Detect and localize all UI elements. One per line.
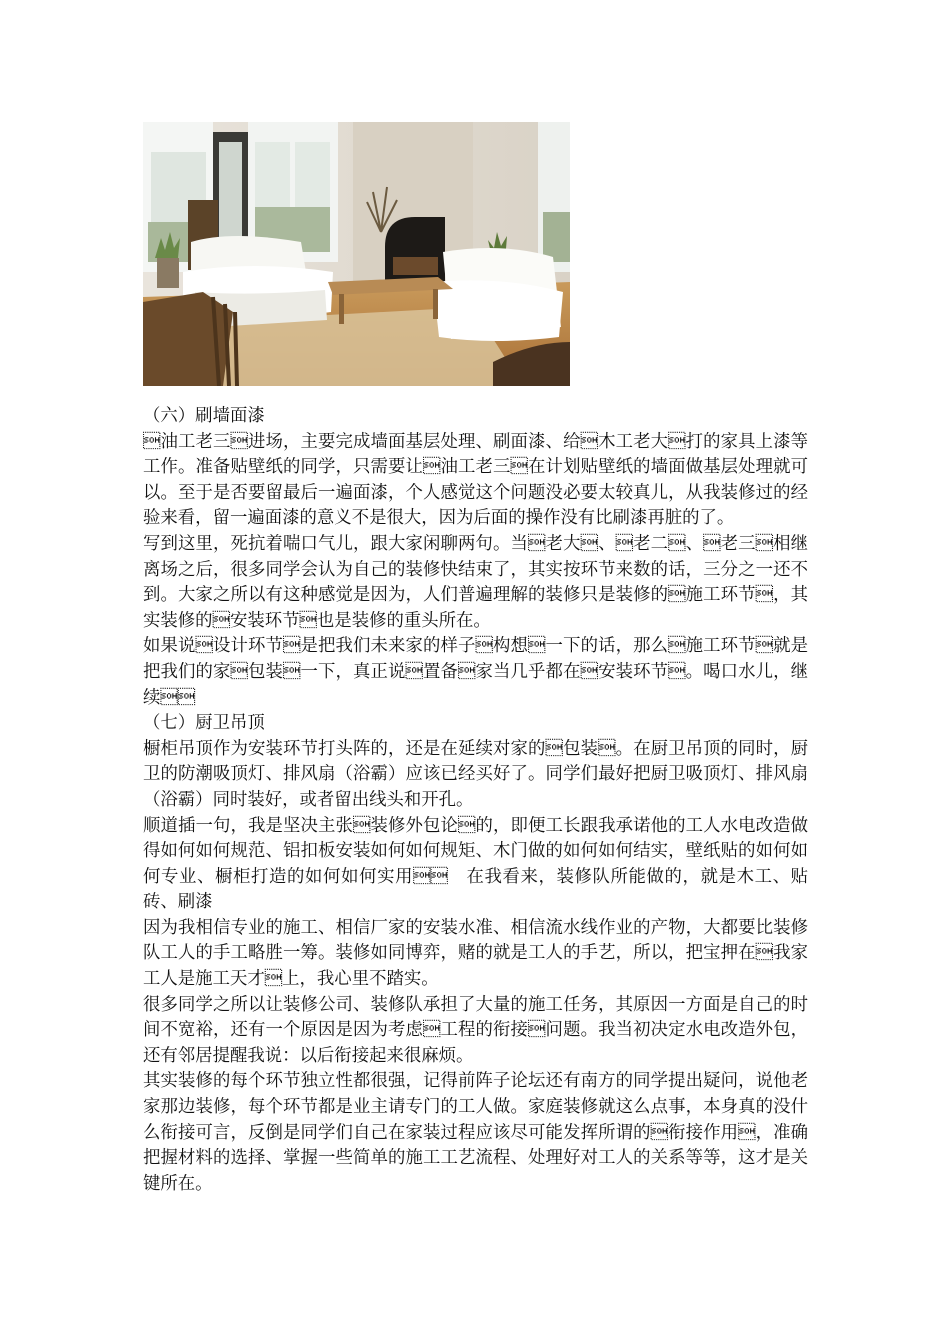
article-body	[143, 404, 808, 1197]
paragraph: 如果说设计环节是把我们未来家的样子构想一下的话，那么施工环节就是把我们的家包装一下，真正说置备家当几乎都在安装环节。喝口水儿，继续	[143, 636, 808, 708]
paragraph: 顺道插一句，我是坚决主张装修外包论的，即便工长跟我承诺他的工人水电改造做得如何如何规范、铝扣板安装如何如何规矩、木门做的如何如何结实，壁纸贴的如何如何专业、橱柜打造的如何如何实用 在我看来，装修队所能做的，就是木工、贴砖、刷漆	[143, 815, 808, 913]
section-heading-six: （六）刷墙面漆	[143, 406, 265, 426]
paragraph: 很多同学之所以让装修公司、装修队承担了大量的施工任务，其原因一方面是自己的时间不宽裕，还有一个原因是因为考虑工程的衔接问题。我当初决定水电改造外包，还有邻居提醒我说：以后衔接起来很麻烦。	[143, 994, 808, 1066]
paragraph: 因为我相信专业的施工、相信厂家的安装水准、相信流水线作业的产物，大都要比装修队工人的手工略胜一筹。装修如同博弈，赌的就是工人的手艺，所以，把宝押在我家工人是施工天才上，我心里不踏实。	[143, 917, 808, 990]
section-heading-seven: （七）厨卫吊顶	[143, 713, 265, 734]
paragraph: 油工老三进场，主要完成墙面基层处理、刷面漆、给木工老大打的家具上漆等工作。准备贴壁纸的同学，只需要让油工老三在计划贴壁纸的墙面做基层处理就可以。至于是否要留最后一遍面漆，个人感觉这个问题没必要太较真儿，从我装修过的经验来看，留一遍面漆的意义不是很大，因为后面的操作没有比刷漆再脏的了。	[143, 431, 808, 529]
living-room-photo	[143, 122, 570, 386]
paragraph: 写到这里，死抗着喘口气儿，跟大家闲聊两句。当老大、老二、老三相继离场之后，很多同学会认为自己的装修快结束了，其实按环节来数的话，三分之一还不到。大家之所以有这种感觉是因为，人们普遍理解的装修只是装修的施工环节，其实装修的安装环节也是装修的重头所在。	[143, 533, 808, 631]
paragraph: 其实装修的每个环节独立性都很强，记得前阵子论坛还有南方的同学提出疑问，说他老家那边装修，每个环节都是业主请专门的工人做。家庭装修就这么点事，本身真的没什么衔接可言，反倒是同学们自己在家装过程应该尽可能发挥所谓的衔接作用，准确把握材料的选择、掌握一些简单的施工工艺流程、处理好对工人的关系等等，这才是关键所在。	[143, 1071, 808, 1194]
paragraph: 橱柜吊顶作为安装环节打头阵的，还是在延续对家的包装。在厨卫吊顶的同时，厨卫的防潮吸顶灯、排风扇（浴霸）应该已经买好了。同学们最好把厨卫吸顶灯、排风扇（浴霸）同时装好，或者留出线头和开孔。	[143, 738, 808, 810]
